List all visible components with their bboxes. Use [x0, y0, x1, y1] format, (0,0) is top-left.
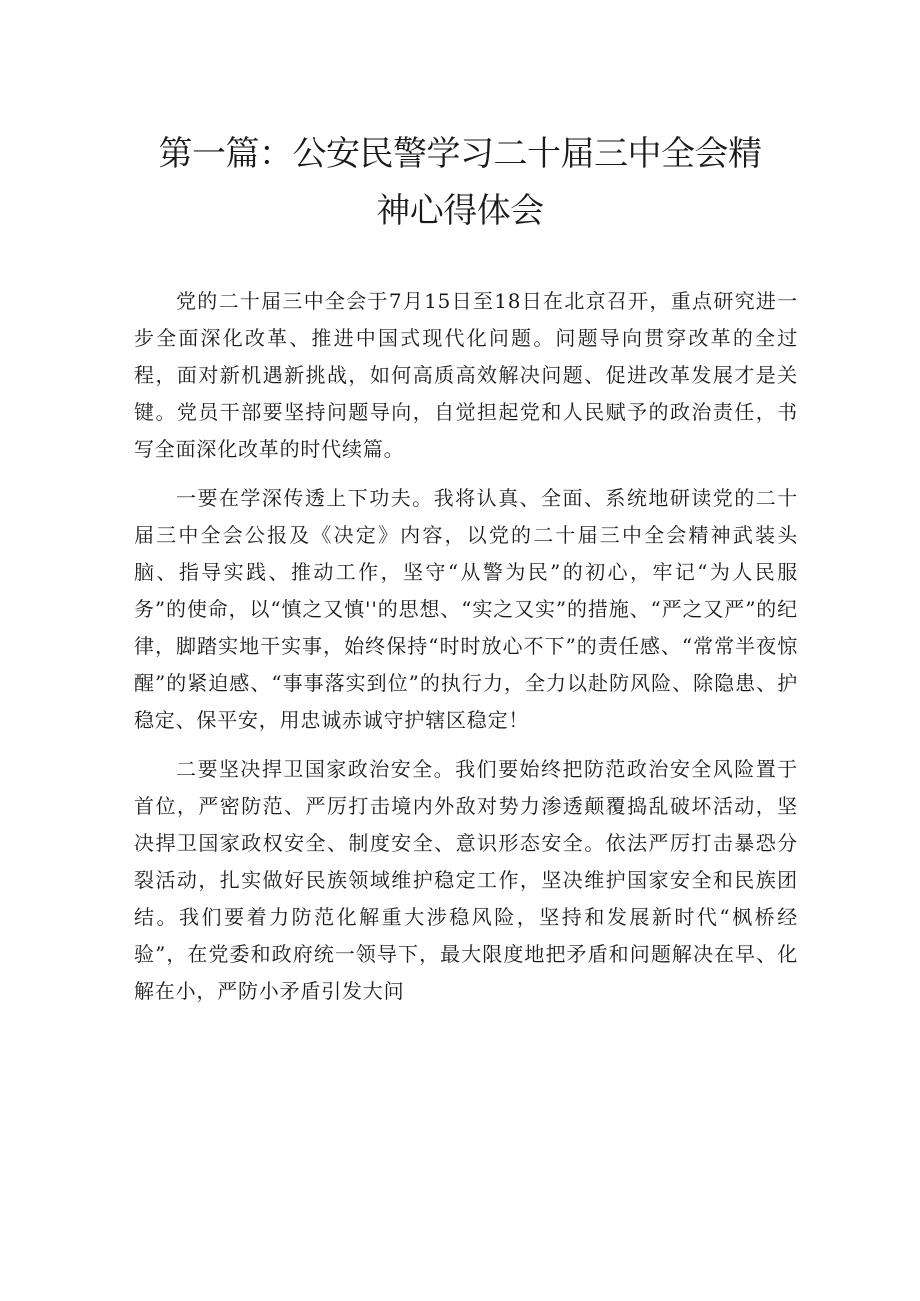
paragraph-intro: 党的二十届三中全会于7月15日至18日在北京召开，重点研究进一步全面深化改革、推进中国式现代化问题。问题导向贯穿改革的全过程，面对新机遇新挑战，如何高质高效解决问题、促进改革发展才是关键。党员干部要坚持问题导向，自觉担起党和人民赋予的政治责任，书写全面深化改革的时代续篇。: [134, 289, 798, 461]
title-line-2: 神心得体会: [376, 191, 544, 231]
document-title: [130, 126, 790, 240]
paragraph-point-one: 一要在学深传透上下功夫。我将认真、全面、系统地研读党的二十届三中全会公报及《决定》内容，以党的二十届三中全会精神武装头脑、指导实践、推动工作，坚守“从警为民”的初心，牢记“为人民服务”的使命，以“慎之又慎''的思想、“实之又实”的措施、“严之又严”的纪律，脚踏实地干实事，始终保持“时时放心不下”的责任感、“常常半夜惊醒”的紧迫感、“事事落实到位”的执行力，全力以赴防风险、除隐患、护稳定、保平安，用忠诚赤诚守护辖区稳定！: [134, 486, 798, 732]
document-body: [134, 283, 798, 1022]
title-line-1: 第一篇：公安民警学习二十届三中全会精: [158, 134, 762, 174]
paragraph-point-two: 二要坚决捍卫国家政治安全。我们要始终把防范政治安全风险置于首位，严密防范、严厉打击境内外敌对势力渗透颠覆捣乱破坏活动，坚决捍卫国家政权安全、制度安全、意识形态安全。依法严厉打击暴恐分裂活动，扎实做好民族领域维护稳定工作，坚决维护国家安全和民族团结。我们要着力防范化解重大涉稳风险，坚持和发展新时代“枫桥经验”，在党委和政府统一领导下，最大限度地把矛盾和问题解决在早、化解在小，严防小矛盾引发大问: [134, 757, 798, 1003]
